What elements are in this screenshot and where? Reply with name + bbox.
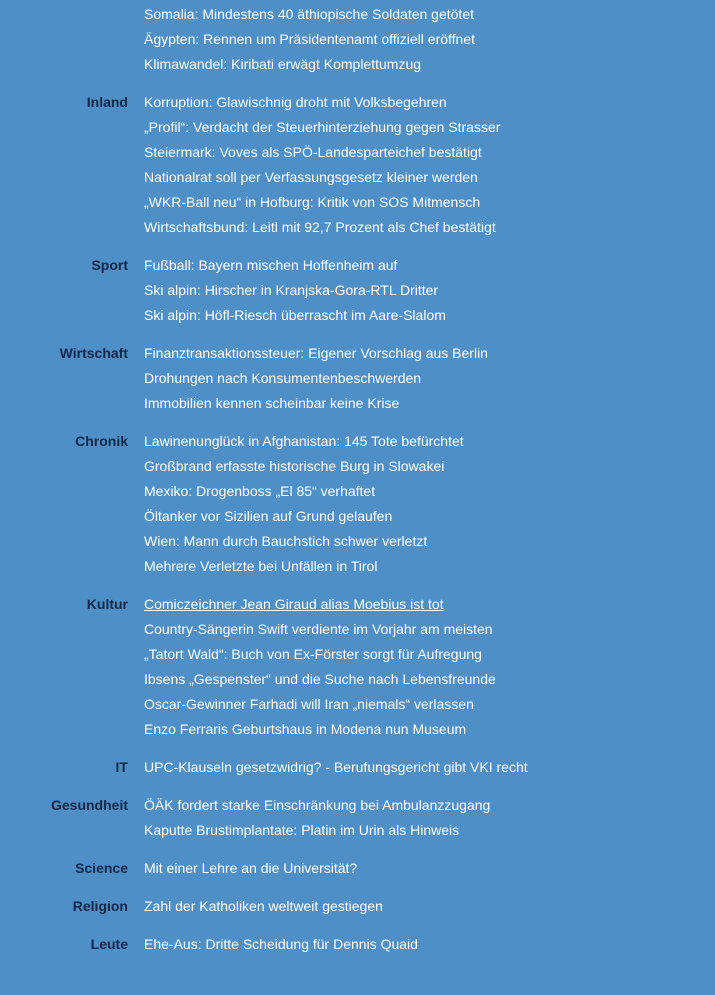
section-science bbox=[0, 856, 715, 881]
headline-link[interactable]: Oscar-Gewinner Farhadi will Iran „niemals“ verlassen bbox=[144, 696, 474, 712]
section-leute bbox=[0, 932, 715, 957]
section-label: IT bbox=[115, 759, 128, 775]
headline-link[interactable]: ÖÄK fordert starke Einschränkung bei Ambulanzzugang bbox=[144, 797, 491, 813]
headline-link[interactable]: Country-Sängerin Swift verdiente im Vorjahr am meisten bbox=[144, 621, 493, 637]
section-wirtschaft bbox=[0, 341, 715, 416]
headline-link[interactable]: Somalia: Mindestens 40 äthiopische Soldaten getötet bbox=[144, 6, 474, 22]
headline-link[interactable]: Ski alpin: Hirscher in Kranjska-Gora-RTL Dritter bbox=[144, 282, 439, 298]
headline-link[interactable]: Ibsens „Gespenster“ und die Suche nach Lebensfreunde bbox=[144, 671, 496, 687]
headline-link[interactable]: Nationalrat soll per Verfassungsgesetz kleiner werden bbox=[144, 169, 478, 185]
headline-list bbox=[144, 253, 446, 328]
section-inland bbox=[0, 90, 715, 240]
headline-link[interactable]: Ehe-Aus: Dritte Scheidung für Dennis Quaid bbox=[144, 936, 418, 952]
headline-list bbox=[144, 341, 488, 416]
section-sport bbox=[0, 253, 715, 328]
headline-list bbox=[144, 592, 496, 742]
section-religion bbox=[0, 894, 715, 919]
headline-link[interactable]: Wirtschaftsbund: Leitl mit 92,7 Prozent als Chef bestätigt bbox=[144, 219, 496, 235]
headline-link[interactable]: Ski alpin: Höfl-Riesch überrascht im Aare-Slalom bbox=[144, 307, 446, 323]
headline-link[interactable]: Wien: Mann durch Bauchstich schwer verletzt bbox=[144, 533, 428, 549]
headline-link[interactable]: Ägypten: Rennen um Präsidentenamt offiziell eröffnet bbox=[144, 31, 476, 47]
section-label: Wirtschaft bbox=[59, 345, 128, 361]
headline-link[interactable]: Immobilien kennen scheinbar keine Krise bbox=[144, 395, 400, 411]
section-it bbox=[0, 755, 715, 780]
headline-list bbox=[144, 932, 418, 957]
headline-link[interactable]: Mexiko: Drogenboss „El 85“ verhaftet bbox=[144, 483, 376, 499]
headline-link[interactable]: Mehrere Verletzte bei Unfällen in Tirol bbox=[144, 558, 378, 574]
headline-list bbox=[144, 2, 475, 77]
headline-link[interactable]: Enzo Ferraris Geburtshaus in Modena nun Museum bbox=[144, 721, 467, 737]
section-label: Kultur bbox=[86, 596, 128, 612]
headline-link[interactable]: „Profil“: Verdacht der Steuerhinterziehung gegen Strasser bbox=[144, 119, 501, 135]
section-kultur bbox=[0, 592, 715, 742]
headline-link[interactable]: Finanztransaktionssteuer: Eigener Vorschlag aus Berlin bbox=[144, 345, 488, 361]
headline-link[interactable]: „WKR-Ball neu“ in Hofburg: Kritik von SOS Mitmensch bbox=[144, 194, 481, 210]
headline-link[interactable]: UPC-Klauseln gesetzwidrig? - Berufungsgericht gibt VKI recht bbox=[144, 759, 528, 775]
section-top bbox=[0, 2, 715, 77]
section-label: Religion bbox=[72, 898, 128, 914]
section-chronik bbox=[0, 429, 715, 579]
headline-list bbox=[144, 755, 528, 780]
headline-link[interactable]: Korruption: Glawischnig droht mit Volksbegehren bbox=[144, 94, 447, 110]
headline-list bbox=[144, 793, 490, 843]
section-label: Science bbox=[75, 860, 128, 876]
headline-link[interactable]: Fußball: Bayern mischen Hoffenheim auf bbox=[144, 257, 398, 273]
headline-list bbox=[144, 90, 500, 240]
section-label bbox=[0, 2, 128, 77]
headline-link[interactable]: „Tatort Wald“: Buch von Ex-Förster sorgt für Aufregung bbox=[144, 646, 482, 662]
headline-link[interactable]: Öltanker vor Sizilien auf Grund gelaufen bbox=[144, 508, 393, 524]
headline-list bbox=[144, 856, 357, 881]
section-label: Inland bbox=[86, 94, 128, 110]
headline-link[interactable]: Lawinenunglück in Afghanistan: 145 Tote befürchtet bbox=[144, 433, 464, 449]
headline-link[interactable]: Großbrand erfasste historische Burg in Slowakei bbox=[144, 458, 445, 474]
section-label: Gesundheit bbox=[50, 797, 128, 813]
section-gesundheit bbox=[0, 793, 715, 843]
headline-link[interactable]: Comiczeichner Jean Giraud alias Moebius ist tot bbox=[144, 596, 444, 612]
section-label: Sport bbox=[91, 257, 128, 273]
headline-list bbox=[144, 894, 383, 919]
headline-link[interactable]: Kaputte Brustimplantate: Platin im Urin als Hinweis bbox=[144, 822, 460, 838]
headline-link[interactable]: Mit einer Lehre an die Universität? bbox=[144, 860, 358, 876]
section-label: Chronik bbox=[75, 433, 128, 449]
headline-link[interactable]: Zahl der Katholiken weltweit gestiegen bbox=[144, 898, 383, 914]
headline-link[interactable]: Drohungen nach Konsumentenbeschwerden bbox=[144, 370, 422, 386]
headline-link[interactable]: Steiermark: Voves als SPÖ-Landesparteichef bestätigt bbox=[144, 144, 482, 160]
headline-link[interactable]: Klimawandel: Kiribati erwägt Komplettumzug bbox=[144, 56, 422, 72]
section-label: Leute bbox=[90, 936, 128, 952]
headline-list bbox=[144, 429, 464, 579]
